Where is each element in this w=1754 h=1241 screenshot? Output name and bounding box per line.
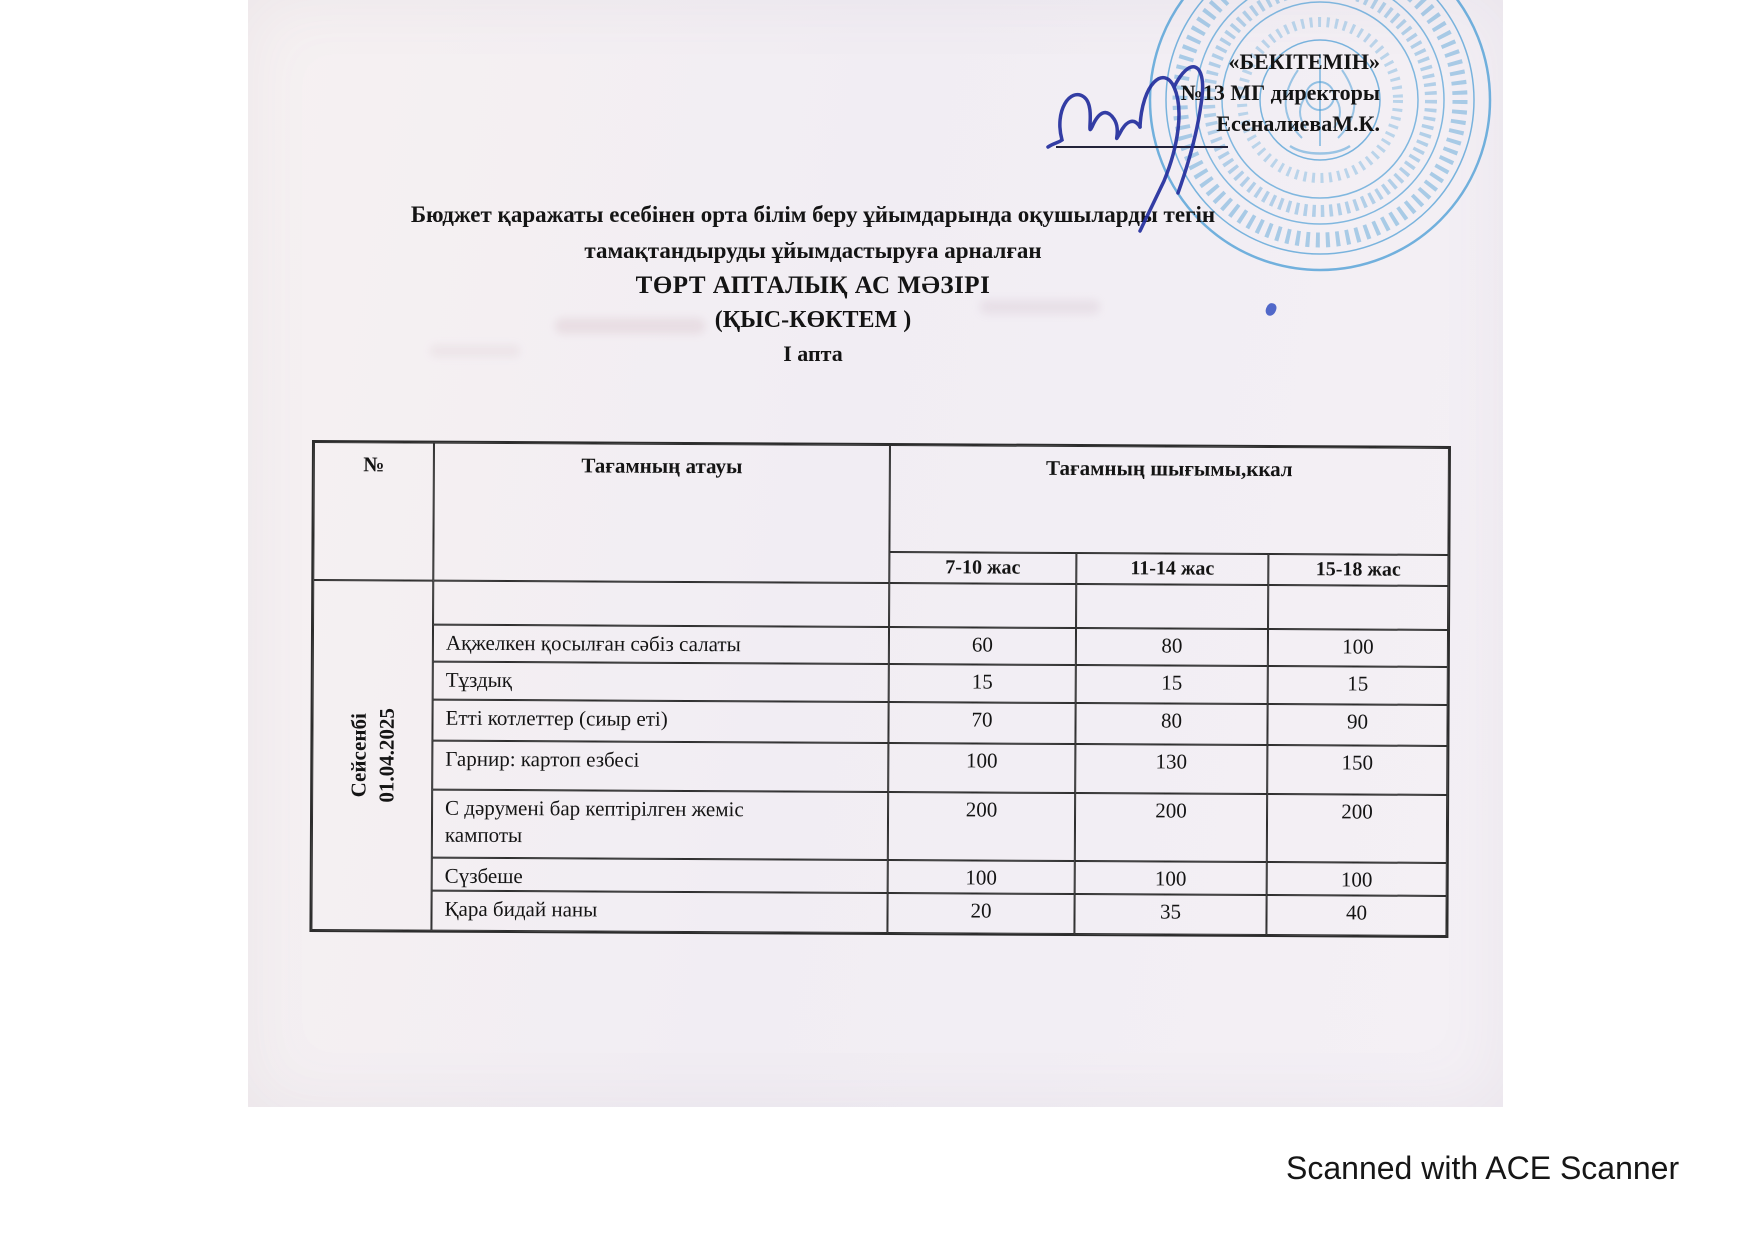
kcal-value: 80 [1076,628,1268,666]
title-line-5: І апта [783,341,843,366]
header-output-kcal: Тағамның шығымы,ккал [889,445,1449,555]
approval-position: №13 МГ директоры [1180,80,1380,105]
kcal-value: 100 [1268,629,1448,667]
kcal-value: 40 [1266,895,1446,936]
title-line-2: тамақтандыруды ұйымдастыруға арналған [584,238,1042,263]
dish-name: Сүзбеше [432,858,888,893]
kcal-value: 100 [1075,861,1267,895]
day-cell [311,580,433,931]
approval-director-name: ЕсеналиеваМ.К. [1216,111,1380,136]
kcal-value: 200 [1075,793,1267,862]
spacer-cell [1076,584,1268,629]
spacer-cell [1268,585,1448,630]
header-number: № [313,442,434,581]
header-age-7-10: 7-10 жас [889,552,1076,584]
spacer-cell [433,581,889,627]
kcal-value: 90 [1267,704,1447,746]
spacer-cell [889,583,1076,628]
kcal-value: 15 [1076,665,1268,704]
kcal-value: 70 [888,702,1075,744]
header-age-15-18: 15-18 жас [1268,554,1448,586]
dish-name: Ақжелкен қосылған сәбіз салаты [433,625,889,664]
dish-name: Қара бидай наны [431,891,887,933]
kcal-value: 20 [887,893,1074,934]
signature-icon [1040,35,1270,250]
dish-name: Етті котлеттер (сиыр еті) [432,700,888,743]
kcal-value: 100 [1267,862,1447,896]
kcal-value: 100 [888,743,1075,793]
menu-table [309,440,1451,938]
date-label: 01.04.2025 [374,708,399,803]
title-line-4: (ҚЫС-КӨКТЕМ ) [714,307,912,333]
weekday-label: Сейсенбі [346,713,371,798]
dish-name: Тұздық [433,662,889,702]
kcal-value: 80 [1075,703,1267,745]
approval-title: «БЕКІТЕМІН» [1228,49,1380,74]
scanner-watermark: Scanned with ACE Scanner [1286,1150,1680,1186]
kcal-value: 60 [889,627,1076,665]
dish-name: С дәрумені бар кептірілген жеміс кампоты [432,790,888,860]
header-dish-name: Тағамның атауы [433,443,890,583]
kcal-value: 130 [1075,744,1267,794]
kcal-value: 35 [1074,894,1266,935]
kcal-value: 150 [1267,745,1447,795]
kcal-value: 15 [889,664,1076,703]
kcal-value: 100 [888,860,1075,894]
header-age-11-14: 11-14 жас [1076,553,1268,585]
title-line-3: ТӨРТ АПТАЛЫҚ АС МӘЗІРІ [635,272,991,299]
dish-name: Гарнир: картоп езбесі [432,741,888,792]
day-label [344,708,400,803]
kcal-value: 200 [1267,794,1447,863]
kcal-value: 200 [888,792,1075,861]
kcal-value: 15 [1268,666,1448,705]
title-line-1: Бюджет қаражаты есебінен орта білім беру ұйымдарында оқушыларды тегін [410,202,1216,227]
